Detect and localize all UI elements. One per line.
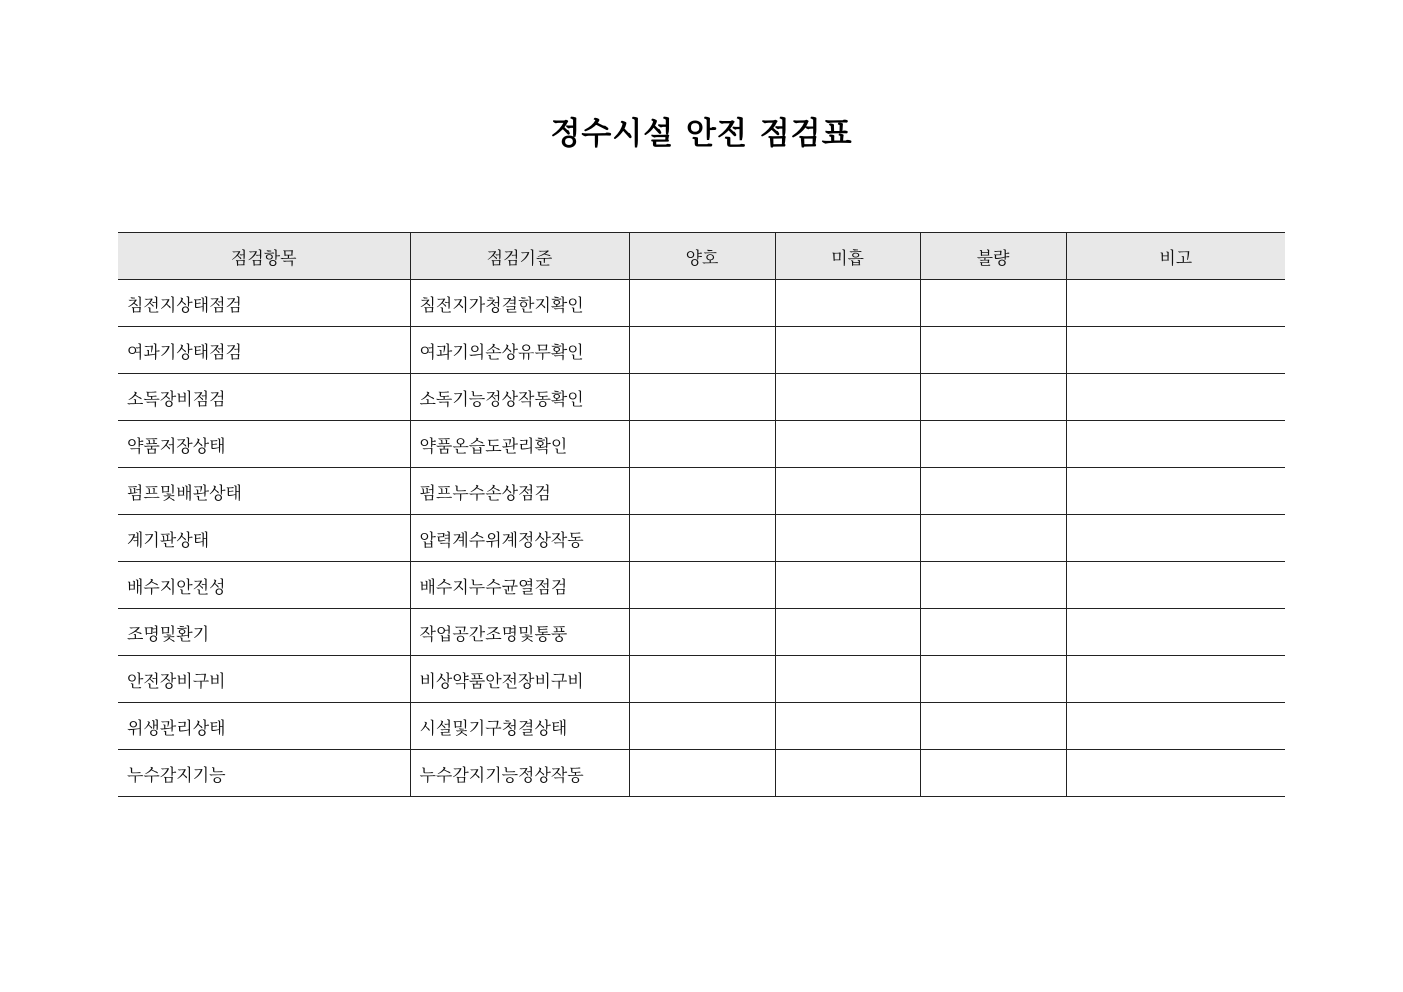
cell-insufficient[interactable] bbox=[775, 421, 920, 468]
table-header-row bbox=[118, 233, 1285, 280]
cell-poor[interactable] bbox=[920, 750, 1066, 797]
cell-remarks[interactable] bbox=[1066, 421, 1285, 468]
table-row bbox=[118, 562, 1285, 609]
cell-poor[interactable] bbox=[920, 609, 1066, 656]
cell-insufficient[interactable] bbox=[775, 468, 920, 515]
cell-insufficient[interactable] bbox=[775, 280, 920, 327]
header-poor: 불량 bbox=[920, 233, 1066, 280]
cell-good[interactable] bbox=[629, 280, 775, 327]
cell-inspection-item: 약품저장상태 bbox=[118, 421, 410, 468]
header-inspection-criteria: 점검기준 bbox=[410, 233, 629, 280]
cell-inspection-criteria: 비상약품안전장비구비 bbox=[410, 656, 629, 703]
cell-poor[interactable] bbox=[920, 280, 1066, 327]
table-row bbox=[118, 609, 1285, 656]
cell-inspection-item: 계기판상태 bbox=[118, 515, 410, 562]
inspection-table bbox=[118, 232, 1285, 797]
cell-good[interactable] bbox=[629, 656, 775, 703]
cell-inspection-criteria: 소독기능정상작동확인 bbox=[410, 374, 629, 421]
cell-remarks[interactable] bbox=[1066, 750, 1285, 797]
cell-good[interactable] bbox=[629, 703, 775, 750]
cell-inspection-item: 소독장비점검 bbox=[118, 374, 410, 421]
cell-inspection-criteria: 침전지가청결한지확인 bbox=[410, 280, 629, 327]
cell-inspection-item: 안전장비구비 bbox=[118, 656, 410, 703]
table-row bbox=[118, 280, 1285, 327]
cell-poor[interactable] bbox=[920, 468, 1066, 515]
cell-inspection-item: 여과기상태점검 bbox=[118, 327, 410, 374]
cell-remarks[interactable] bbox=[1066, 703, 1285, 750]
cell-poor[interactable] bbox=[920, 656, 1066, 703]
cell-remarks[interactable] bbox=[1066, 327, 1285, 374]
cell-insufficient[interactable] bbox=[775, 374, 920, 421]
page-title: 정수시설 안전 점검표 bbox=[550, 116, 853, 152]
cell-remarks[interactable] bbox=[1066, 374, 1285, 421]
cell-good[interactable] bbox=[629, 515, 775, 562]
cell-poor[interactable] bbox=[920, 515, 1066, 562]
cell-poor[interactable] bbox=[920, 374, 1066, 421]
cell-good[interactable] bbox=[629, 468, 775, 515]
cell-insufficient[interactable] bbox=[775, 515, 920, 562]
table-body bbox=[118, 280, 1285, 797]
header-remarks: 비고 bbox=[1066, 233, 1285, 280]
cell-poor[interactable] bbox=[920, 562, 1066, 609]
table-row bbox=[118, 421, 1285, 468]
cell-inspection-item: 조명및환기 bbox=[118, 609, 410, 656]
table-row bbox=[118, 374, 1285, 421]
cell-poor[interactable] bbox=[920, 421, 1066, 468]
cell-insufficient[interactable] bbox=[775, 656, 920, 703]
cell-good[interactable] bbox=[629, 421, 775, 468]
header-insufficient: 미흡 bbox=[775, 233, 920, 280]
cell-inspection-item: 위생관리상태 bbox=[118, 703, 410, 750]
table-row bbox=[118, 515, 1285, 562]
cell-good[interactable] bbox=[629, 374, 775, 421]
cell-inspection-criteria: 배수지누수균열점검 bbox=[410, 562, 629, 609]
cell-insufficient[interactable] bbox=[775, 750, 920, 797]
cell-inspection-item: 침전지상태점검 bbox=[118, 280, 410, 327]
cell-insufficient[interactable] bbox=[775, 609, 920, 656]
cell-remarks[interactable] bbox=[1066, 515, 1285, 562]
cell-inspection-criteria: 펌프누수손상점검 bbox=[410, 468, 629, 515]
cell-remarks[interactable] bbox=[1066, 609, 1285, 656]
table-row bbox=[118, 750, 1285, 797]
cell-inspection-item: 펌프및배관상태 bbox=[118, 468, 410, 515]
cell-insufficient[interactable] bbox=[775, 562, 920, 609]
cell-insufficient[interactable] bbox=[775, 703, 920, 750]
cell-inspection-item: 배수지안전성 bbox=[118, 562, 410, 609]
cell-remarks[interactable] bbox=[1066, 280, 1285, 327]
cell-good[interactable] bbox=[629, 327, 775, 374]
table-row bbox=[118, 327, 1285, 374]
cell-good[interactable] bbox=[629, 562, 775, 609]
table-row bbox=[118, 468, 1285, 515]
cell-inspection-criteria: 약품온습도관리확인 bbox=[410, 421, 629, 468]
header-inspection-item: 점검항목 bbox=[118, 233, 410, 280]
cell-poor[interactable] bbox=[920, 327, 1066, 374]
cell-good[interactable] bbox=[629, 750, 775, 797]
cell-remarks[interactable] bbox=[1066, 468, 1285, 515]
table-row bbox=[118, 703, 1285, 750]
cell-inspection-criteria: 압력계수위계정상작동 bbox=[410, 515, 629, 562]
cell-remarks[interactable] bbox=[1066, 656, 1285, 703]
cell-inspection-item: 누수감지기능 bbox=[118, 750, 410, 797]
table-row bbox=[118, 656, 1285, 703]
cell-inspection-criteria: 시설및기구청결상태 bbox=[410, 703, 629, 750]
cell-inspection-criteria: 작업공간조명및통풍 bbox=[410, 609, 629, 656]
cell-inspection-criteria: 누수감지기능정상작동 bbox=[410, 750, 629, 797]
cell-poor[interactable] bbox=[920, 703, 1066, 750]
cell-good[interactable] bbox=[629, 609, 775, 656]
cell-inspection-criteria: 여과기의손상유무확인 bbox=[410, 327, 629, 374]
header-good: 양호 bbox=[629, 233, 775, 280]
cell-remarks[interactable] bbox=[1066, 562, 1285, 609]
cell-insufficient[interactable] bbox=[775, 327, 920, 374]
